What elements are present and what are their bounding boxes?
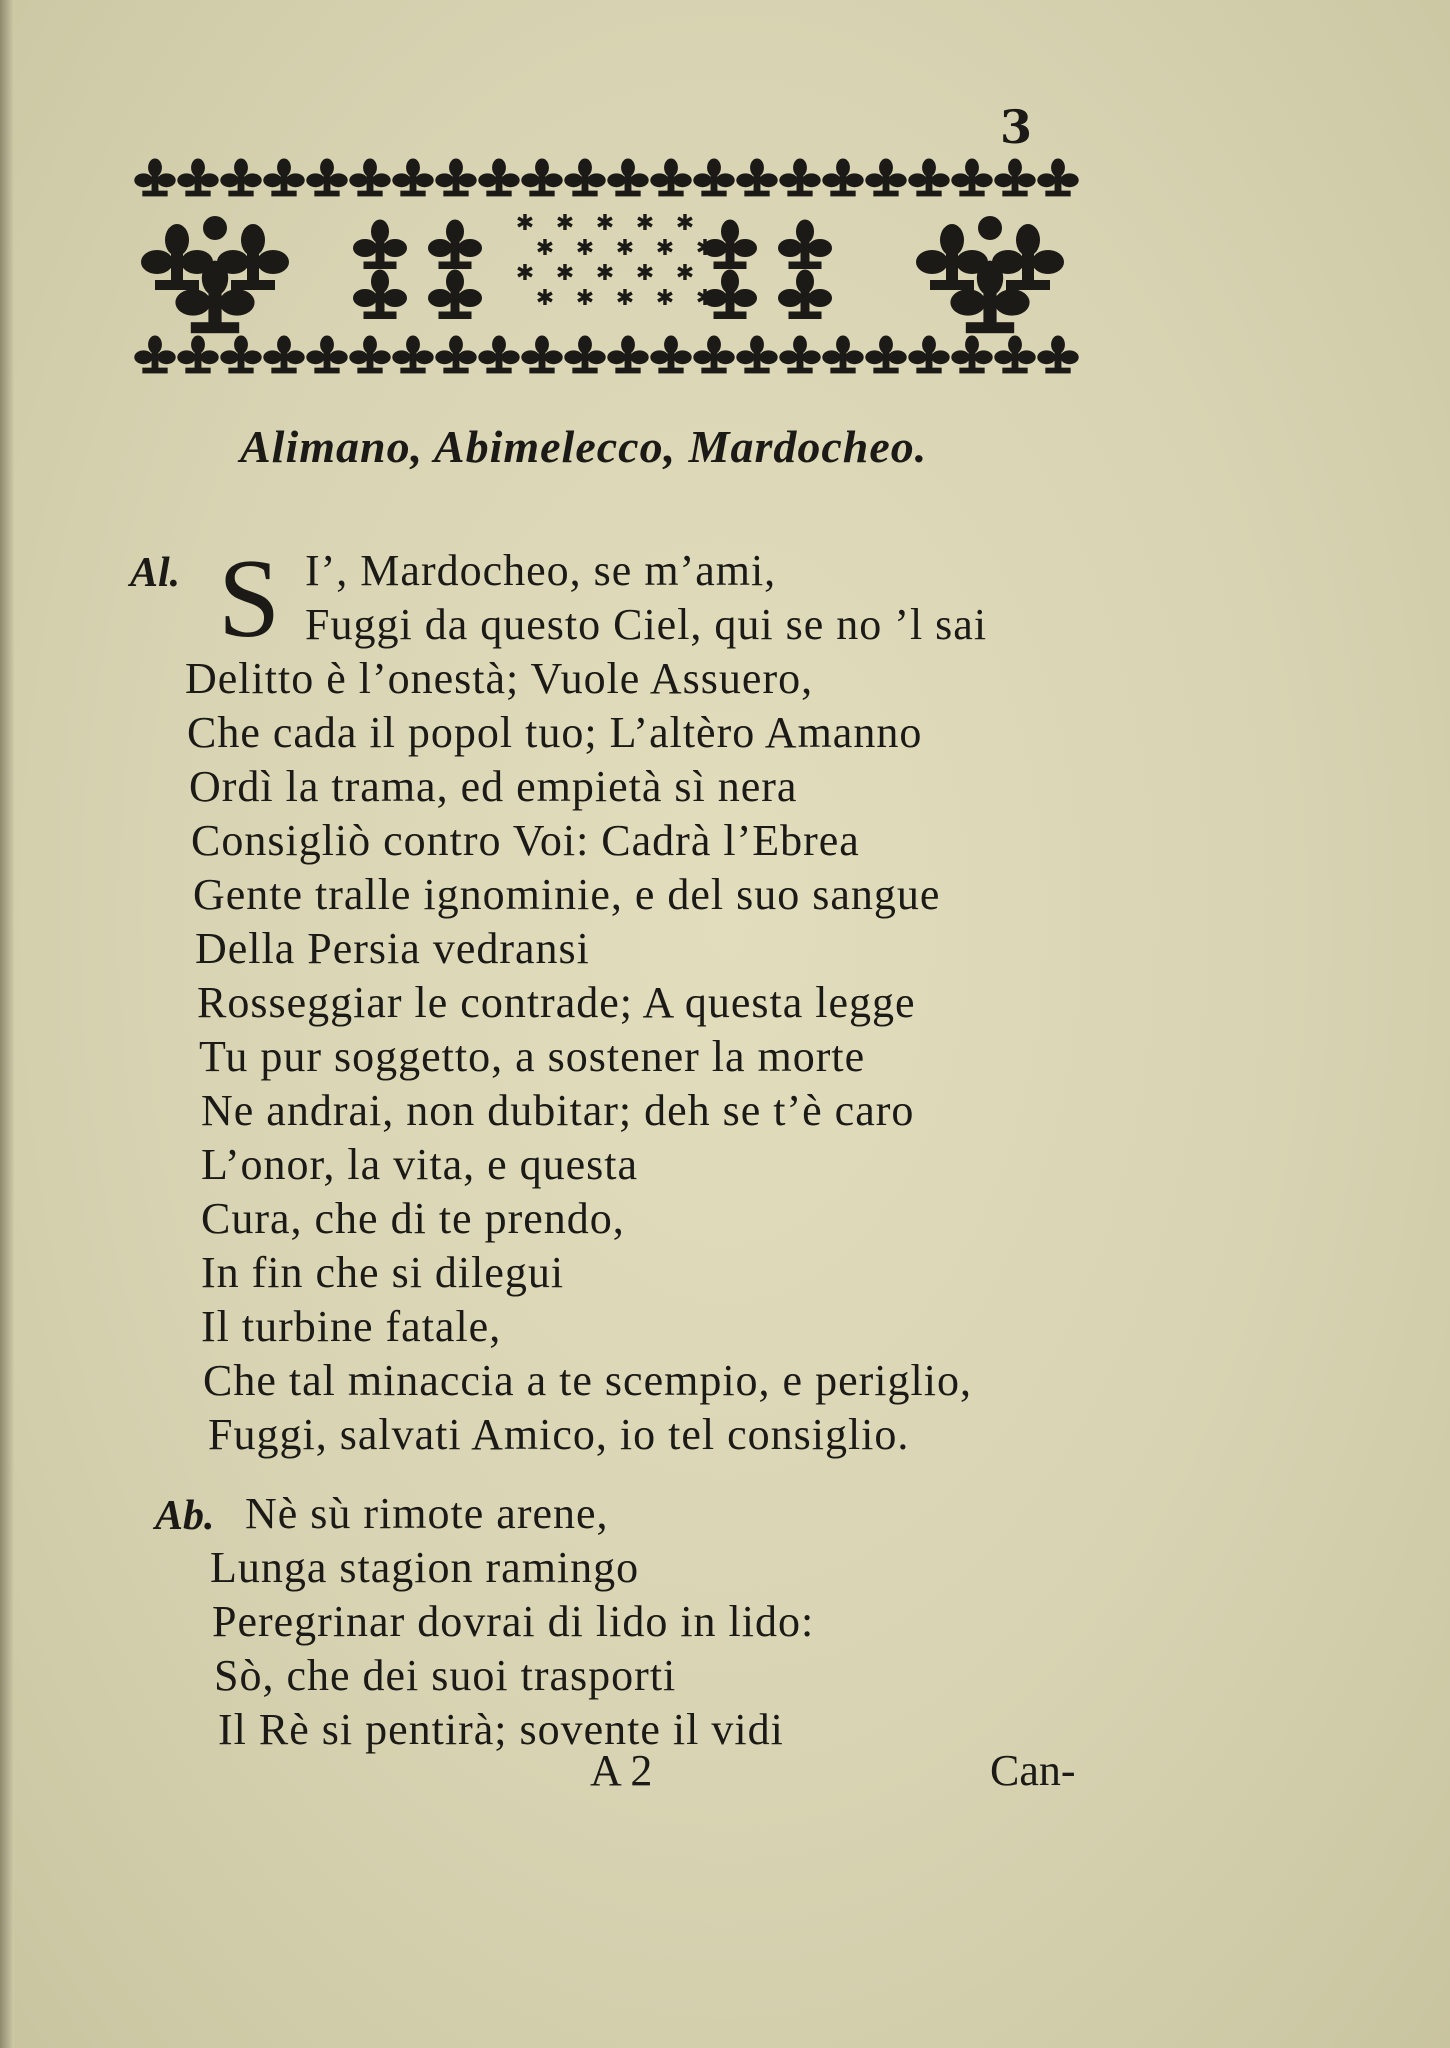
verse-line: Delitto è l’onestà; Vuole Assuero, bbox=[185, 654, 814, 703]
verse-line: In fin che si dilegui bbox=[201, 1248, 565, 1297]
svg-text:✱: ✱ bbox=[615, 286, 635, 311]
scene-heading: Alimano, Abimelecco, Mardocheo. bbox=[240, 421, 928, 472]
svg-text:✱: ✱ bbox=[635, 261, 655, 286]
speaker-label-al: Al. bbox=[130, 550, 181, 596]
signature-mark: A 2 bbox=[590, 1746, 653, 1795]
verse-line: Ne andrai, non dubitar; deh se t’è caro bbox=[201, 1086, 915, 1135]
svg-text:✱: ✱ bbox=[555, 261, 575, 286]
drop-cap: S bbox=[218, 537, 281, 661]
verse-line: Cura, che di te prendo, bbox=[201, 1194, 625, 1243]
svg-text:✱: ✱ bbox=[535, 236, 555, 261]
svg-text:✱: ✱ bbox=[655, 236, 675, 261]
verse-line: Ordì la trama, ed empietà sì nera bbox=[189, 762, 798, 811]
verse-line: Consigliò contro Voi: Cadrà l’Ebrea bbox=[191, 816, 860, 865]
verse-line: Che tal minaccia a te scempio, e periglio, bbox=[203, 1356, 972, 1405]
svg-text:✱: ✱ bbox=[615, 236, 635, 261]
verse-line: I’, Mardocheo, se m’ami, bbox=[305, 546, 777, 595]
page-number: 3 bbox=[1000, 100, 1033, 154]
svg-text:✱: ✱ bbox=[595, 211, 615, 236]
svg-text:✱: ✱ bbox=[535, 286, 555, 311]
svg-text:✱: ✱ bbox=[655, 286, 675, 311]
svg-text:✱: ✱ bbox=[575, 236, 595, 261]
verse-line: Della Persia vedransi bbox=[195, 924, 590, 973]
svg-text:✱: ✱ bbox=[675, 211, 695, 236]
verse-line: Peregrinar dovrai di lido in lido: bbox=[212, 1597, 815, 1646]
verse-line: Il Rè si pentirà; sovente il vidi bbox=[218, 1705, 784, 1754]
verse-line: L’onor, la vita, e questa bbox=[201, 1140, 639, 1189]
verse-line: Fuggi, salvati Amico, io tel consiglio. bbox=[208, 1410, 910, 1459]
page-gutter bbox=[0, 0, 14, 2048]
verse-line: Il turbine fatale, bbox=[201, 1302, 502, 1351]
svg-text:✱: ✱ bbox=[515, 211, 535, 236]
svg-text:✱: ✱ bbox=[635, 211, 655, 236]
svg-text:✱: ✱ bbox=[695, 236, 715, 261]
verse-line: Sò, che dei suoi trasporti bbox=[214, 1651, 677, 1700]
svg-text:✱: ✱ bbox=[515, 261, 535, 286]
verse-line: Tu pur soggetto, a sostener la morte bbox=[199, 1032, 866, 1081]
verse-line: Che cada il popol tuo; L’altèro Amanno bbox=[187, 708, 923, 757]
verse-line: Nè sù rimote arene, bbox=[245, 1489, 609, 1538]
svg-text:✱: ✱ bbox=[555, 211, 575, 236]
svg-text:✱: ✱ bbox=[575, 286, 595, 311]
svg-text:✱: ✱ bbox=[695, 286, 715, 311]
fleuron-band-icon bbox=[120, 150, 1090, 385]
svg-text:✱: ✱ bbox=[675, 261, 695, 286]
verse-line: Rosseggiar le contrade; A questa legge bbox=[197, 978, 916, 1027]
catchword: Can- bbox=[990, 1746, 1076, 1795]
verse-line: Gente tralle ignominie, e del suo sangue bbox=[193, 870, 941, 919]
svg-text:✱: ✱ bbox=[595, 261, 615, 286]
verse-line: Fuggi da questo Ciel, qui se no ’l sai bbox=[305, 600, 988, 649]
speaker-label-ab: Ab. bbox=[155, 1493, 215, 1539]
verse-line: Lunga stagion ramingo bbox=[210, 1543, 640, 1592]
